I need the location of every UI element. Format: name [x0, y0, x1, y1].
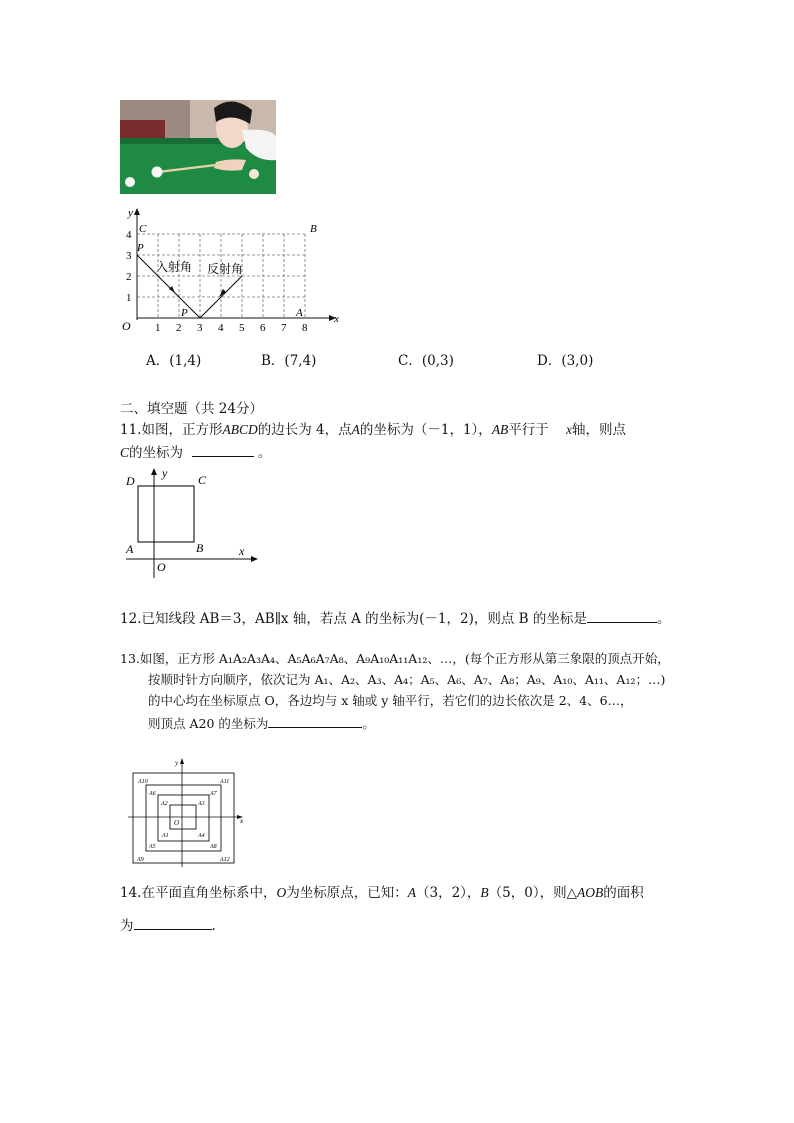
q11-ab: AB: [491, 422, 509, 437]
q14-text: 14.在平面直角坐标系中，: [120, 885, 277, 901]
q14-line2: [120, 915, 216, 935]
point-b-label: B: [310, 223, 317, 235]
q14-o: O: [276, 885, 287, 900]
q13-text: 则顶点 A20 的坐标为: [148, 716, 269, 731]
point-a-label: A: [296, 307, 303, 319]
q11-text: 11.如图，正方形: [120, 422, 223, 438]
label-o: O: [157, 560, 166, 574]
reflect-angle-label: 反射角: [207, 262, 244, 276]
q13-line1: 13.如图，正方形 A₁A₂A₃A₄、A₅A₆A₇A₈、A₉A₁₀A₁₁A₁₂、…，(每个正方形从第三象限的顶点开始，: [120, 651, 670, 666]
vertex-label: A5: [149, 844, 156, 850]
q14-text: .: [211, 918, 216, 934]
reflection-graph: [110, 200, 360, 340]
q14-text: （5，0），则△: [488, 885, 577, 901]
y-tick: 3: [126, 250, 132, 262]
label-x: x: [240, 817, 244, 825]
vertex-label: A8: [210, 844, 217, 850]
q14-aob: AOB: [576, 885, 604, 900]
y-axis-label: y: [128, 207, 133, 219]
origin-label: O: [122, 319, 131, 333]
x-axis-label: x: [334, 313, 339, 325]
q11-text: 平行于: [508, 422, 549, 438]
option-value: (3,0): [561, 353, 594, 369]
y-tick: 1: [126, 292, 132, 304]
label-b: B: [196, 541, 204, 555]
label-y: y: [175, 759, 179, 767]
q12-text: 12.已知线段 AB＝3，AB∥x 轴，若点 A 的坐标为(－1，2)，则点 B 的坐标是: [120, 611, 587, 627]
q13-line4: [148, 713, 375, 733]
x-tick: 3: [197, 322, 203, 334]
x-tick: 4: [218, 322, 224, 334]
billiards-photo: [120, 100, 276, 194]
label-x: x: [239, 544, 245, 558]
q11-point-a: A: [351, 422, 360, 437]
point-p-label: P: [137, 242, 144, 254]
q14-text: 为坐标原点，已知：: [286, 885, 408, 901]
grid-lines: [137, 234, 305, 318]
option-value: (1,4): [169, 353, 202, 369]
option-c[interactable]: [398, 352, 454, 370]
q13-text: 。: [362, 716, 375, 731]
square-abcd: [138, 486, 194, 542]
y-tick-labels: [126, 229, 132, 304]
x-tick: 5: [239, 322, 245, 334]
label-d: D: [126, 474, 135, 488]
vertex-label: A6: [149, 791, 156, 797]
q14-a: A: [407, 885, 416, 900]
q11-line2: [120, 442, 271, 462]
option-letter: B．: [261, 353, 285, 369]
q13-line3: 的中心均在坐标原点 O，各边均与 x 轴或 y 轴平行，若它们的边长依次是 2、4、6…，: [148, 693, 633, 708]
option-letter: D．: [537, 353, 562, 369]
q11-abcd: ABCD: [222, 422, 258, 437]
vertex-label: A1: [162, 833, 169, 839]
q11-x: x: [565, 422, 572, 437]
section-title: 二、填空题（共 24分）: [120, 401, 263, 417]
option-value: (0,3): [421, 353, 454, 369]
nested-squares-graph: [124, 757, 250, 869]
point-p-bottom-label: P: [181, 307, 188, 319]
label-c: C: [198, 473, 207, 487]
vertex-label: A10: [138, 779, 148, 785]
vertex-label: A2: [161, 801, 168, 807]
q14-text: （3，2），: [415, 885, 481, 901]
x-tick: 6: [260, 322, 266, 334]
q11-text: 的边长为 4，点: [257, 422, 352, 438]
y-tick: 4: [126, 229, 132, 241]
point-c-label: C: [139, 223, 147, 235]
option-d[interactable]: [537, 352, 593, 370]
x-tick: 8: [302, 322, 308, 334]
q11-text: 。: [257, 445, 272, 461]
x-tick: 2: [176, 322, 182, 334]
label-a: A: [126, 542, 134, 556]
q14-line1: [120, 884, 644, 902]
square-graph: [120, 466, 270, 581]
q11-text: 的坐标为（－1，1），: [359, 422, 492, 438]
option-a[interactable]: [146, 352, 201, 370]
q11-text: 的坐标为: [129, 445, 184, 461]
q13-line2: 按顺时针方向顺序，依次记为 A₁、A₂、A₃、A₄；A₅、A₆、A₇、A₈；A₉、A₁₀、A₁₁、A₁₂；…): [148, 672, 666, 687]
option-b[interactable]: [261, 352, 316, 370]
vertex-label: A9: [137, 857, 144, 863]
q14-b: B: [480, 885, 489, 900]
label-y: y: [162, 466, 168, 480]
option-value: (7,4): [284, 353, 317, 369]
vertex-label: A12: [220, 857, 230, 863]
q12-answer-blank[interactable]: [587, 608, 657, 623]
vertex-label: A7: [210, 791, 217, 797]
vertex-label: A11: [220, 779, 230, 785]
x-tick-labels: [155, 322, 308, 334]
q14-text: 为: [120, 918, 134, 934]
x-tick: 7: [281, 322, 287, 334]
q13-answer-blank[interactable]: [268, 713, 362, 728]
q12-text: 。: [656, 611, 671, 627]
q11-answer-blank[interactable]: [192, 442, 254, 457]
y-tick: 2: [126, 271, 132, 283]
q14-text: 的面积: [603, 885, 644, 901]
option-letter: A．: [146, 353, 170, 369]
q12-line: [120, 608, 670, 628]
q11-point-c: C: [120, 445, 130, 460]
option-letter: C．: [398, 353, 422, 369]
vertex-label: A4: [198, 833, 205, 839]
incident-angle-label: 入射角: [156, 260, 193, 274]
q14-answer-blank[interactable]: [134, 915, 212, 930]
vertex-label: A3: [198, 801, 205, 807]
x-tick: 1: [155, 322, 161, 334]
label-o: O: [174, 819, 180, 827]
q11-text: 轴，则点: [571, 422, 626, 438]
q11-line1: [120, 421, 626, 439]
